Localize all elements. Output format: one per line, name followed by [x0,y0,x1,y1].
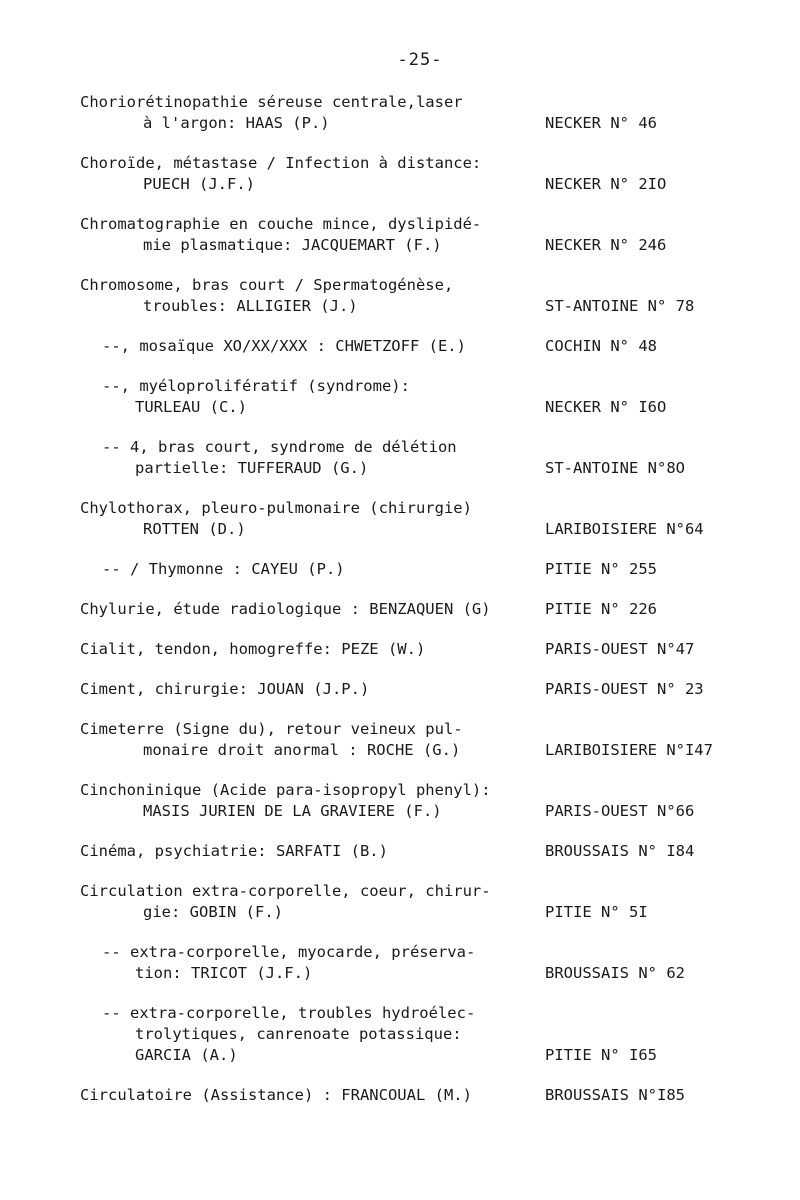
index-entry [80,639,760,660]
entry-line: monaire droit anormal : ROCHE (G.) [143,741,461,759]
entry-line: mie plasmatique: JACQUEMART (F.) [143,236,442,254]
entry-line: Chromosome, bras court / Spermatogénèse, [80,276,454,294]
entry-reference: NECKER N° 246 [545,236,667,254]
entry-line: MASIS JURIEN DE LA GRAVIERE (F.) [143,802,442,820]
entry-reference: BROUSSAIS N° 62 [545,964,685,982]
index-entry [80,1003,760,1066]
index-entry [80,214,760,256]
index-entry [80,942,760,984]
entry-line: à l'argon: HAAS (P.) [143,114,330,132]
entry-line: ROTTEN (D.) [143,520,246,538]
entry-reference: BROUSSAIS N°I85 [545,1086,685,1104]
index-entry [80,719,760,761]
entry-line: Choroïde, métastase / Infection à distance: [80,154,482,172]
index-entry [80,92,760,134]
entry-line: -- extra-corporelle, myocarde, préserva- [102,943,476,961]
entry-line: Cinéma, psychiatrie: SARFATI (B.) [80,842,388,860]
entry-line: Chylurie, étude radiologique : BENZAQUEN (G) [80,600,491,618]
entry-reference: NECKER N° I6O [545,398,667,416]
entry-text [80,559,535,580]
entry-line: -- extra-corporelle, troubles hydroélec- [102,1004,476,1022]
index-entry [80,841,760,862]
entry-line: Cialit, tendon, homogreffe: PEZE (W.) [80,640,426,658]
entry-reference: PITIE N° 226 [545,600,657,618]
entry-text [80,437,535,479]
index-entry [80,1085,760,1106]
entry-reference: NECKER N° 2IO [545,175,667,193]
entry-text [80,942,535,984]
entry-reference: PARIS-OUEST N° 23 [545,680,704,698]
entry-reference: PARIS-OUEST N°66 [545,802,695,820]
entry-line: troubles: ALLIGIER (J.) [143,297,358,315]
entry-line: --, myéloprolifératif (syndrome): [102,377,410,395]
entry-line: --, mosaïque XO/XX/XXX : CHWETZOFF (E.) [102,337,466,355]
index-entry [80,599,760,620]
index-entry [80,498,760,540]
entry-reference: PITIE N° 255 [545,560,657,578]
entry-reference: ST-ANTOINE N° 78 [545,297,695,315]
index-entry [80,881,760,923]
entry-reference: PARIS-OUEST N°47 [545,640,695,658]
index-entries [80,92,760,1125]
entry-text [80,679,535,700]
entry-text [80,376,535,418]
index-entry [80,153,760,195]
entry-text [80,1003,535,1066]
entry-reference: LARIBOISIERE N°64 [545,520,704,538]
entry-line: TURLEAU (C.) [135,398,247,416]
entry-line: -- / Thymonne : CAYEU (P.) [102,560,345,578]
entry-text [80,336,535,357]
entry-reference: LARIBOISIERE N°I47 [545,741,713,759]
entry-text [80,599,535,620]
entry-text [80,214,535,256]
entry-text [80,881,535,923]
index-entry [80,437,760,479]
entry-reference: ST-ANTOINE N°8O [545,459,685,477]
entry-reference: PITIE N° 5I [545,903,648,921]
entry-text [80,780,535,822]
entry-line: gie: GOBIN (F.) [143,903,283,921]
entry-text [80,719,535,761]
index-entry [80,336,760,357]
entry-text [80,275,535,317]
index-entry [80,376,760,418]
entry-text [80,1085,535,1106]
entry-text [80,498,535,540]
page-number: -25- [397,50,443,70]
index-entry [80,559,760,580]
entry-text [80,92,535,134]
entry-line: Cimeterre (Signe du), retour veineux pul- [80,720,463,738]
entry-text [80,639,535,660]
entry-line: -- 4, bras court, syndrome de délétion [102,438,457,456]
index-entry [80,679,760,700]
entry-reference: COCHIN N° 48 [545,337,657,355]
entry-line: Circulatoire (Assistance) : FRANCOUAL (M.) [80,1086,472,1104]
entry-line: Chromatographie en couche mince, dyslipidé- [80,215,482,233]
entry-line: tion: TRICOT (J.F.) [135,964,313,982]
index-entry [80,780,760,822]
entry-text [80,153,535,195]
entry-reference: BROUSSAIS N° I84 [545,842,695,860]
entry-line: Circulation extra-corporelle, coeur, chirur- [80,882,491,900]
entry-line: trolytiques, canrenoate potassique: [135,1025,462,1043]
entry-line: GARCIA (A.) [135,1046,238,1064]
entry-line: Choriorétinopathie séreuse centrale,laser [80,93,463,111]
entry-line: Cinchoninique (Acide para-isopropyl phenyl): [80,781,491,799]
entry-text [80,841,535,862]
entry-line: Chylothorax, pleuro-pulmonaire (chirurgie) [80,499,472,517]
entry-reference: PITIE N° I65 [545,1046,657,1064]
entry-line: PUECH (J.F.) [143,175,255,193]
entry-line: partielle: TUFFERAUD (G.) [135,459,369,477]
index-entry [80,275,760,317]
entry-reference: NECKER N° 46 [545,114,657,132]
entry-line: Ciment, chirurgie: JOUAN (J.P.) [80,680,370,698]
